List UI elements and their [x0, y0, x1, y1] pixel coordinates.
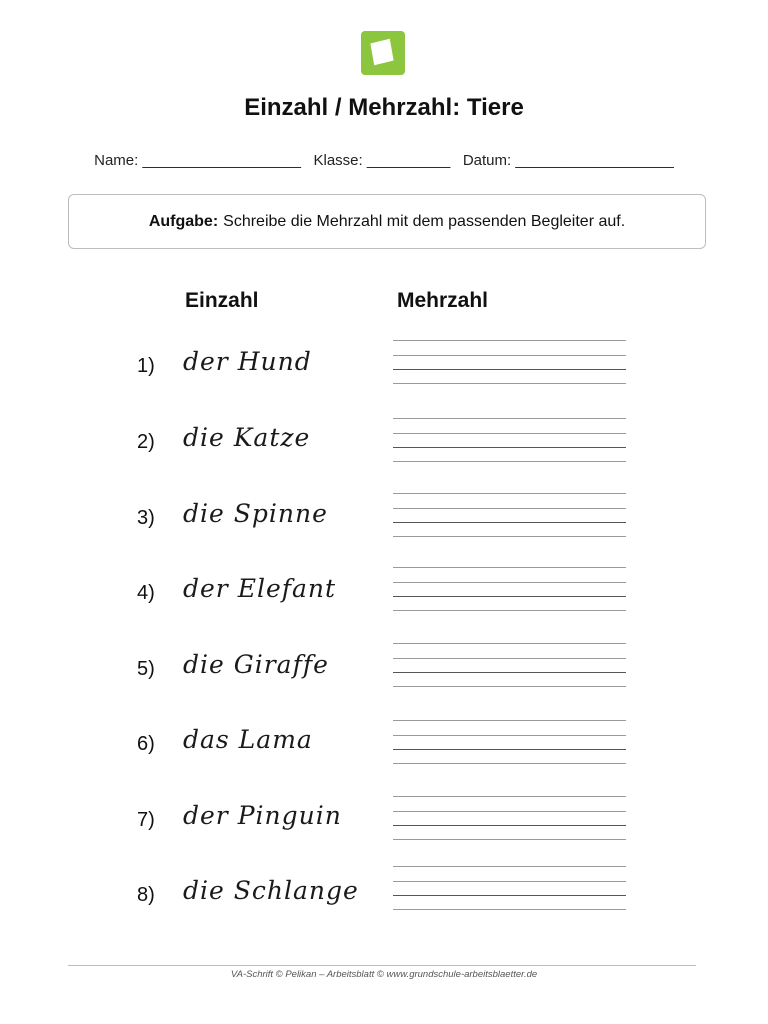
- date-field[interactable]: ___________________: [515, 152, 674, 169]
- task-text: Schreibe die Mehrzahl mit dem passenden Begleiter auf.: [223, 212, 626, 230]
- writing-lines[interactable]: [393, 340, 626, 384]
- name-field[interactable]: ___________________: [142, 152, 301, 169]
- footer-copyright: VA-Schrift © Pelikan – Arbeitsblatt © www.grundschule-arbeitsblaetter.de: [230, 969, 538, 980]
- column-header-plural: Mehrzahl: [397, 289, 489, 312]
- writing-lines[interactable]: [393, 567, 626, 611]
- page-title: Einzahl / Mehrzahl: Tiere: [244, 94, 524, 121]
- writing-lines[interactable]: [393, 866, 626, 910]
- task-box: [68, 194, 706, 249]
- student-info-line: [0, 152, 768, 169]
- item-number: 1): [137, 355, 155, 377]
- item-number: 8): [137, 884, 155, 906]
- date-label: Datum:: [462, 152, 512, 169]
- task-label: Aufgabe:: [148, 212, 219, 230]
- item-number: 6): [137, 733, 155, 755]
- item-number: 3): [137, 507, 155, 529]
- name-label: Name:: [94, 152, 139, 169]
- singular-word: die Schlange: [183, 876, 359, 905]
- singular-word: der Pinguin: [183, 801, 342, 830]
- item-number: 7): [137, 809, 155, 831]
- writing-lines[interactable]: [393, 418, 626, 462]
- singular-word: der Hund: [183, 347, 312, 376]
- singular-word: das Lama: [183, 725, 313, 754]
- singular-word: die Katze: [183, 423, 311, 452]
- note-sheet-icon: [370, 39, 393, 66]
- singular-word: die Giraffe: [183, 650, 329, 679]
- writing-lines[interactable]: [393, 720, 626, 764]
- footer-divider: [68, 965, 696, 966]
- item-number: 5): [137, 658, 155, 680]
- writing-lines[interactable]: [393, 796, 626, 840]
- item-number: 4): [137, 582, 155, 604]
- class-label: Klasse:: [313, 152, 363, 169]
- singular-word: die Spinne: [183, 499, 328, 528]
- column-header-singular: Einzahl: [185, 289, 259, 312]
- singular-word: der Elefant: [183, 574, 337, 603]
- writing-lines[interactable]: [393, 493, 626, 537]
- logo-icon: [361, 31, 405, 75]
- item-number: 2): [137, 431, 155, 453]
- class-field[interactable]: __________: [366, 152, 451, 169]
- writing-lines[interactable]: [393, 643, 626, 687]
